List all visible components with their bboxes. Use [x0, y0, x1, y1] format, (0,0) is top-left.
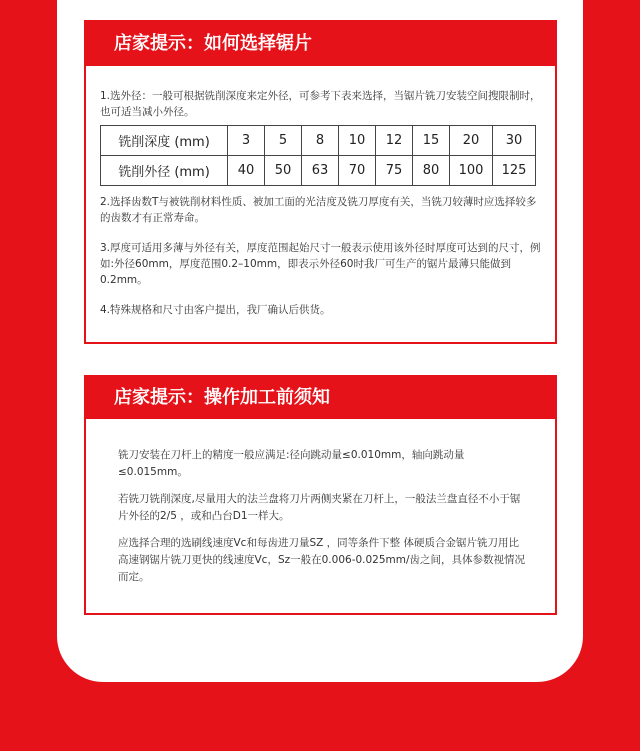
- table-cell: 15: [413, 126, 450, 156]
- tip-flange: 若铣刀铣削深度,尽量用大的法兰盘将刀片两侧夹紧在刀杆上，一般法兰盘直径不小于锯片外径的2/5 ，或和凸台D1一样大。: [118, 493, 521, 522]
- tips-card-before-machining: [84, 375, 557, 615]
- table-cell: 100: [450, 156, 493, 186]
- row-header-diameter: 铣削外径 (mm): [101, 156, 228, 186]
- table-cell: 5: [265, 126, 302, 156]
- table-cell: 3: [228, 126, 265, 156]
- table-cell: 125: [493, 156, 536, 186]
- table-cell: 10: [339, 126, 376, 156]
- table-cell: 20: [450, 126, 493, 156]
- table-cell: 12: [376, 126, 413, 156]
- card-title: 店家提示：操作加工前须知: [86, 377, 555, 419]
- diameter-table: [100, 125, 536, 186]
- table-cell: 50: [265, 156, 302, 186]
- table-cell: 8: [302, 126, 339, 156]
- tip-thickness: 3.厚度可适用多薄与外径有关，厚度范围起始尺寸一般表示使用该外径时厚度可达到的尺寸，例如:外径60mm，厚度范围0.2–10mm，即表示外径60时我厂可生产的锯片最薄只能做到0.2mm。: [100, 242, 541, 286]
- table-cell: 40: [228, 156, 265, 186]
- table-cell: 30: [493, 126, 536, 156]
- table-cell: 75: [376, 156, 413, 186]
- tip-tooth-count: 2.选择齿数T与被铣削材料性质、被加工面的光洁度及铣刀厚度有关，当铣刀较薄时应选择较多的齿数才有正常寿命。: [100, 196, 537, 224]
- table-row: [101, 126, 536, 156]
- table-cell: 63: [302, 156, 339, 186]
- row-header-depth: 铣削深度 (mm): [101, 126, 228, 156]
- tip-outer-diameter: 1.选外径：一般可根据铣削深度来定外径，可参考下表来选择，当锯片铣刀安装空间搜限制时，也可适当减小外径。: [100, 90, 541, 118]
- tip-custom-spec: 4.特殊规格和尺寸由客户提出，我厂确认后供货。: [100, 304, 331, 316]
- table-cell: 70: [339, 156, 376, 186]
- table-row: [101, 156, 536, 186]
- tips-card-saw-selection: [84, 20, 557, 344]
- card-title: 店家提示：如何选择锯片: [86, 22, 555, 66]
- tip-cutting-speed: 应选择合理的选刷线速度Vc和每齿进刀量SZ ，同等条件下整 体硬质合金锯片铣刀用比高速钢锯片铣刀更快的线速度Vc，Sz一般在0.006-0.025mm/齿之间，具体参数视情况而定。: [118, 537, 526, 583]
- table-cell: 80: [413, 156, 450, 186]
- tip-runout: 铣刀安装在刀杆上的精度一般应满足:径向跳动量≤0.010mm，轴向跳动量≤0.015mm。: [118, 449, 465, 478]
